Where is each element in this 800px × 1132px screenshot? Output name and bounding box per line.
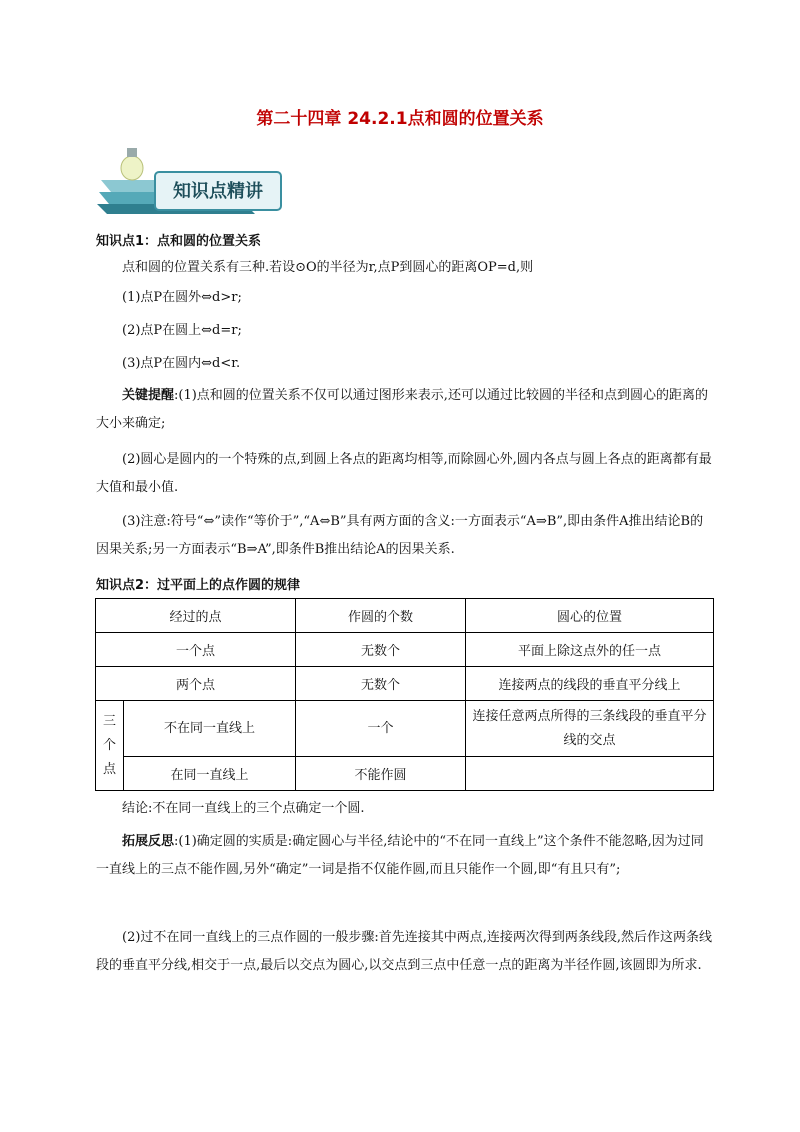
table-header-cell: 圆心的位置 (466, 599, 714, 633)
section1-paragraph-3: (3)注意:符号“⇔”读作“等价于”,“A⇔B”具有两方面的含义:一方面表示“A⇒B”,即由条件A推出结论B的因果关系;另一方面表示“B⇒A”,即条件B推出结论A的因果关系. (96, 514, 704, 557)
table-cell: 连接任意两点所得的三条线段的垂直平分线的交点 (466, 701, 714, 757)
banner-label: 知识点精讲 (173, 181, 263, 202)
circle-rules-table (95, 598, 714, 791)
section1-paragraph-2: (2)圆心是圆内的一个特殊的点,到圆上各点的距离均相等,而除圆心外,圆内各点与圆上各点的距离都有最大值和最小值. (96, 452, 712, 495)
extension-text: :(1)确定圆的实质是:确定圆心与半径,结论中的“不在同一直线上”这个条件不能忽略,因为过同一直线上的三点不能作圆,另外“确定”一词是指不仅能作圆,而且只能作一个圆,即“有且只有”; (96, 834, 704, 877)
page-title: 第二十四章 24.2.1点和圆的位置关系 (256, 109, 544, 129)
section1-intro: 点和圆的位置关系有三种.若设⊙O的半径为r,点P到圆心的距离OP=d,则 (122, 260, 534, 275)
table-cell: 无数个 (296, 667, 466, 701)
table-row (96, 633, 714, 667)
section2-heading: 知识点2：过平面上的点作圆的规律 (96, 578, 301, 593)
table-cell: 一个 (296, 701, 466, 757)
banner-graphic (95, 142, 285, 222)
section1-heading: 知识点1：点和圆的位置关系 (96, 234, 262, 249)
extension-paragraph (96, 828, 716, 884)
extension-paragraph-2: (2)过不在同一直线上的三点作圆的一般步骤:首先连接其中两点,连接两次得到两条线段,然后作这两条线段的垂直平分线,相交于一点,最后以交点为圆心,以交点到三点中任意一点的距离为半径作圆,该圆即为所求. (96, 930, 713, 973)
section1-item-2: (2)点P在圆上⇔d=r; (122, 323, 242, 338)
lightbulb-base (127, 148, 137, 157)
table-header-cell: 作圆的个数 (296, 599, 466, 633)
table-row (96, 667, 714, 701)
key-reminder-text: :(1)点和圆的位置关系不仅可以通过图形来表示,还可以通过比较圆的半径和点到圆心的距离的大小来确定; (96, 388, 708, 431)
table-group-label (96, 701, 124, 791)
lightbulb-icon (121, 156, 143, 180)
table-cell: 不在同一直线上 (124, 701, 296, 757)
table-row (96, 701, 714, 757)
key-reminder-paragraph (96, 382, 716, 438)
table-cell: 在同一直线上 (124, 757, 296, 791)
section1-item-1: (1)点P在圆外⇔d>r; (122, 290, 242, 305)
table-cell: 一个点 (96, 633, 296, 667)
table-row (96, 757, 714, 791)
table-header-cell: 经过的点 (96, 599, 296, 633)
group-label-char: 点 (102, 761, 116, 777)
table-cell: 两个点 (96, 667, 296, 701)
group-label-char: 三 (102, 713, 116, 729)
section1-item-3: (3)点P在圆内⇔d<r. (122, 356, 241, 371)
key-reminder-label: 关键提醒 (122, 388, 175, 403)
table-header-row (96, 599, 714, 633)
table-cell: 不能作圆 (296, 757, 466, 791)
conclusion-text: 结论:不在同一直线上的三个点确定一个圆. (122, 801, 365, 816)
table-cell: 无数个 (296, 633, 466, 667)
group-label-char: 个 (102, 737, 116, 753)
extension-label: 拓展反思 (122, 834, 175, 849)
table-cell: 平面上除这点外的任一点 (466, 633, 714, 667)
table-cell: 连接两点的线段的垂直平分线上 (466, 667, 714, 701)
table-cell (466, 757, 714, 791)
